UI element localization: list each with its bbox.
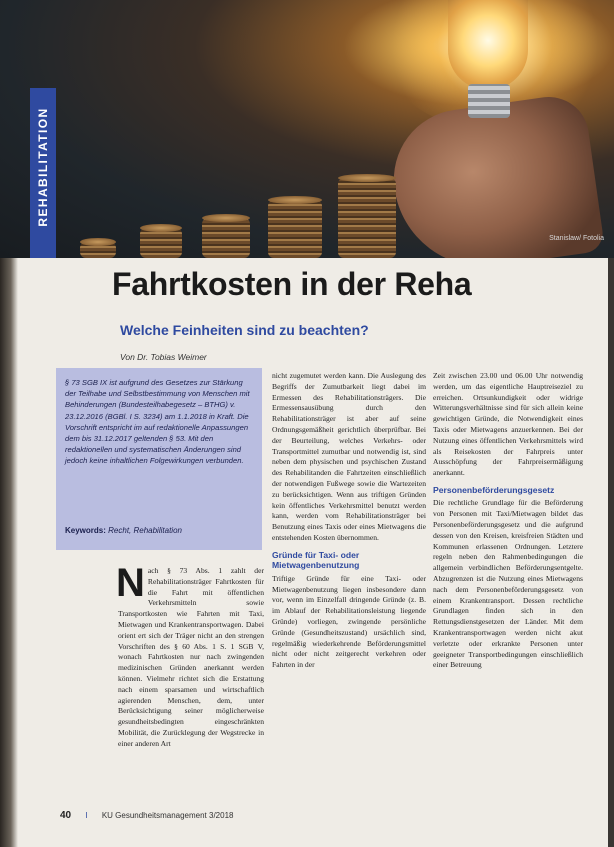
- footer-separator: I: [85, 811, 88, 820]
- light-bulb-image: [448, 0, 528, 90]
- page-edge: [608, 258, 614, 847]
- coin-stack: [202, 218, 250, 258]
- header-photo: [0, 0, 614, 258]
- keywords-value: Recht, Rehabilitation: [108, 526, 182, 535]
- binding-shadow: [0, 258, 18, 847]
- coin-top: [268, 196, 322, 204]
- column-2: [272, 371, 426, 671]
- abstract-box: [56, 368, 262, 550]
- page-number: 40: [60, 810, 72, 821]
- coin-stack: [268, 200, 322, 258]
- column-1-text: ach § 73 Abs. 1 zahlt der Rehabilitationsträger Fahrtkosten für die Fahrt mit öffentlichen Verkehrsmitteln sowie Transportkosten wie Fahrten mit Taxi, Mietwagen und Krankentransportwagen. Dabei orient ert sich der Träger nicht an den strengen Vorschriften des § 60 Abs. 1 S. 1 SGB V, wonach Fahrtkosten nur nach zwingenden medizinischen Gründen anerkannt werden können. Vielmehr richtet sich die Erstattung nach einem sparsamen und wirtschaftlich agierenden Menschen, dem, unter Berücksichtigung seiner möglicherweise gesundheitsbedingten eingeschränkten Mobilität, die Zurücklegung der Wegstrecke in einer anderen Art: [118, 566, 264, 748]
- coin-top: [202, 214, 250, 222]
- article-title: Fahrtkosten in der Reha: [112, 266, 472, 302]
- publication-name: KU Gesundheitsmanagement 3/2018: [101, 811, 234, 820]
- column-1: [116, 561, 264, 750]
- column-3-text-2: Die rechtliche Grundlage für die Beförderung von Personen mit Taxi/Mietwagen bildet das Personenbeförderungsgesetz und die aufgrund dessen von den Kreisen, kreisfreien Städten und Kommunen erlassenen Ordnungen. Letztere regeln neben den Rahmenbedingungen die allgemein verbindlichen Beförderungsentgelte. Abzugrenzen ist die Nutzung eines Mietwagens nach dem Personenbeförderungsgesetz von einem Krankentransport. Dessen rechtliche Grundlagen finden sich in den Rettungsdienstgesetzen der Länder. Mit dem Krankentransportwagen werden nicht akut verletzte oder erkrankte Personen unter geeigneter Transportbedingungen einschließlich einer Betreuung: [433, 498, 583, 670]
- section-heading-pbefg: Personenbeförderungsgesetz: [433, 484, 555, 495]
- keywords-line: [65, 526, 182, 535]
- section-heading-taxi: Gründe für Taxi- oder Mietwagenbenutzung: [272, 549, 360, 571]
- abstract-text: § 73 SGB IX ist aufgrund des Gesetzes zur Stärkung der Teilhabe und Selbstbestimmung von Menschen mit Behinderungen (Bundesteilhabegesetz – BTHG) v. 23.12.2016 (BGBl. I S. 3234) am 1.1.2018 in Kraft. Die Vorschrift entspricht im auf redaktionelle Anpassungen dem bis 31.12.2017 geltenden § 53. Mit den redaktionellen und systematischen Änderungen sind jedoch keine inhaltlichen Folgewirkungen verbunden.: [65, 378, 250, 466]
- page-footer: [60, 810, 233, 821]
- section-tab: [30, 88, 56, 258]
- keywords-label: Keywords:: [65, 526, 106, 535]
- column-2-text: nicht zugemutet werden kann. Die Auslegung des Begriffs der Zumutbarkeit liegt dabei im Ermessen des Rehabilitationsträgers. Die Ermessensausübung durch den Rehabilitationsträger ist aber auf seine Ordnungsgemäßheit gerichtlich überprüfbar. Bei der Beurteilung, welches Verkehrs- oder Transportmittel zumutbar und notwendig ist, sind neben dem physischen und psychischen Zustand des Rehabilitanden die Fahrtzeiten einschließlich der notwendigen Fußwege sowie die Wartezeiten zu berücksichtigen. Wenn aus triftigen Gründen kein öffentliches Verkehrsmittel benutzt werden kann, werden vom Rehabilitationsträger bei Benutzung eines Taxis oder eines Mietwagens die entstehenden Kosten übernommen.: [272, 371, 426, 542]
- coin-top: [338, 174, 396, 182]
- coin-stack: [338, 178, 396, 258]
- column-2-text-2: Triftige Gründe für eine Taxi- oder Mietwagenbenutzung liegen insbesondere dann vor, wenn im Einzelfall dringende Gründe (z. B. im Ablauf der Rehabilitationsleistung liegende Gründe) vorliegen, zwingende persönliche Gründe (Gesundheitszustand) ursächlich sind, regelmäßig wiederkehrende Beförderungsmittel nicht oder nicht zeitgerecht verkehren oder Fahrten in der: [272, 573, 426, 670]
- coin-stack: [140, 228, 182, 258]
- coin-top: [140, 224, 182, 232]
- section-tab-label: REHABILITATION: [36, 107, 50, 227]
- article-subtitle: Welche Feinheiten sind zu beachten?: [120, 322, 369, 338]
- column-3-text: Zeit zwischen 23.00 und 06.00 Uhr notwendig werden, um das eigentliche Hauptreiseziel zu erreichen. Ortsunkundigkeit oder widrige Witterungsverhältnisse sind für sich allein keine gewichtigen Gründe, die Notwendigkeit eines Taxis oder Mietwagens anzuerkennen. Bei der Nutzung eines öffentlichen Verkehrsmittels wird als Reisekosten der Fahrpreis unter Ausschöpfung der Fahrpreisermäßigung anerkannt.: [433, 371, 583, 478]
- bulb-socket-image: [468, 84, 510, 118]
- article-author: Von Dr. Tobias Weimer: [120, 352, 207, 362]
- drop-cap: N: [116, 561, 145, 605]
- coin-top: [80, 238, 116, 246]
- column-3: [433, 371, 583, 671]
- photo-credit: Stanislaw/ Fotolia: [549, 235, 604, 242]
